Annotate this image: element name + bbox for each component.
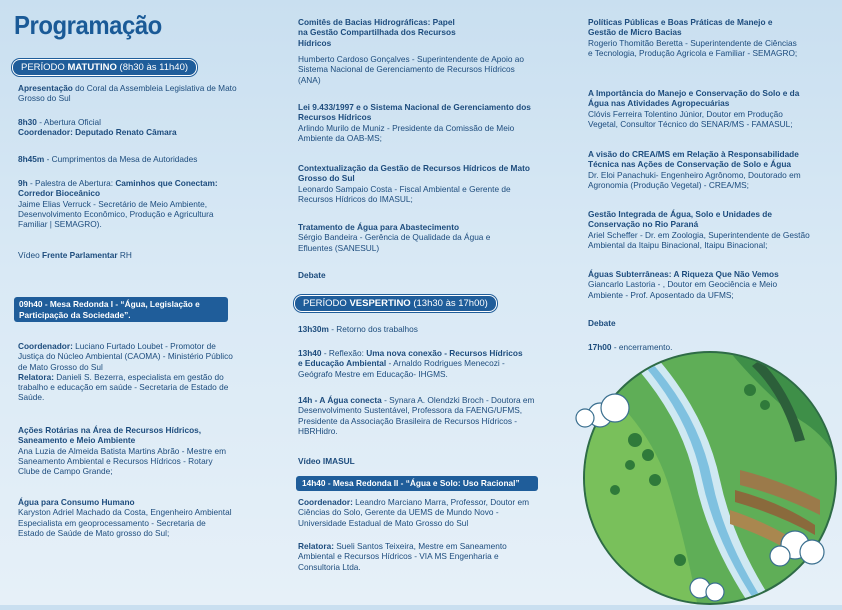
afternoon-period-pill (294, 295, 497, 312)
item-bold-tail: Frente Parlamentar (42, 250, 118, 260)
rapporteur-label: Relatora: (298, 541, 334, 551)
coordinator-text: Luciano Furtado Loubet - Promotor de Justiça do Núcleo Ambiental (CAOMA) - Ministério Público de Mato Grosso do Sul (18, 341, 233, 372)
rapporteur-text: Sueli Santos Teixeira, Mestre em Saneamento Ambiental e Recursos Hídricos - VIA MS Engenharia e Consultoria Ltda. (298, 541, 507, 572)
agenda-item (298, 324, 538, 334)
talk-title: Águas Subterrâneas: A Riqueza Que Não Vemos (588, 269, 779, 279)
item-rest: Jaime Elias Verruck - Secretário de Meio Ambiente, Desenvolvimento Econômico, Produção e Agricultura Familiar | SEMAGRO). (18, 198, 214, 230)
talk-title: Comitês de Bacias Hidrográficas: Papel na Gestão Compartilhada dos Recursos Hídricos (298, 17, 456, 48)
rapporteur-text: Danieli S. Bezerra, especialista em gestão do trabalho e educação em saúde - Secretaria de Estado de Saúde. (18, 371, 229, 403)
talk (588, 17, 798, 58)
agenda-item (18, 83, 240, 104)
coordinator-text: Leandro Marciano Marra, Professor, Doutor em Ciências do Solo, Gerente da UEMS de Mundo Novo - Universidade Estadual de Mato Grosso do Sul (298, 497, 530, 528)
morning-period-pill (12, 59, 197, 76)
talk-title: Água para Consumo Humano (18, 497, 135, 507)
item-text: - Cumprimentos da Mesa de Autoridades (44, 154, 198, 164)
agenda-item (18, 250, 240, 260)
roundtable-1-banner: 09h40 - Mesa Redonda I - “Água, Legislação e Participação da Sociedade”. (14, 297, 228, 322)
debate-label: Debate (298, 270, 326, 280)
morning-pill-prefix: PERÍODO (21, 62, 68, 73)
talk-title: Políticas Públicas e Boas Práticas de Manejo e Gestão de Micro Bacias (588, 17, 773, 38)
talk (298, 102, 540, 143)
talk-speaker: Arlindo Murilo de Muniz - Presidente da Comissão de Meio Ambiente da OAB-MS; (298, 122, 515, 143)
item-lead: 17h00 (588, 342, 612, 352)
talk-speaker: Humberto Cardoso Gonçalves - Superintendente de Apoio ao Sistema Nacional de Gerenciamento de Recursos Hídricos (ANA) (298, 54, 525, 85)
item-lead: 8h30 (18, 117, 37, 127)
item-lead: 14h - A Água conecta (298, 395, 382, 405)
item-lead: 13h40 (298, 348, 322, 358)
coordinator-label: Coordenador: (298, 497, 353, 507)
item-coordinator: Coordenador: Deputado Renato Câmara (18, 127, 177, 138)
talk (588, 209, 820, 250)
talk-speaker: Clóvis Ferreira Tolentino Júnior, Doutor em Produção Vegetal, Consultor Técnico do SENAR/MS - FAMASUL; (588, 108, 793, 129)
item-text: - Abertura Oficial (36, 117, 102, 127)
item-text: do Coral da Assembleia Legislativa de Mato Grosso do Sul (18, 83, 237, 104)
item-rest: RH (117, 250, 132, 260)
talk-speaker: Giancarlo Lastoria - , Doutor em Geociência e Meio Ambiente - Prof. Aposentado da UFMS; (588, 279, 778, 300)
talk-title: A visão do CREA/MS em Relação à Responsabilidade Técnica nas Ações de Conservação de Solo e Água (588, 149, 799, 170)
video-label: Vídeo IMASUL (298, 456, 355, 466)
morning-pill-bold: MATUTINO (67, 62, 117, 73)
item-bold-tail: Caminhos que Conectam: Corredor Bioceânico (18, 178, 218, 199)
talk (588, 149, 820, 190)
talk-title: A Importância do Manejo e Conservação do Solo e da Água nas Atividades Agropecuárias (588, 88, 800, 109)
talk (18, 425, 230, 476)
talk (298, 163, 538, 204)
talk-speaker: Karyston Adriel Machado da Costa, Engenheiro Ambiental Especialista em geoprocessamento - Secretaria de Estado de Saúde de Mato grosso do Sul; (18, 507, 232, 538)
afternoon-pill-time: (13h30 às 17h00) (410, 298, 488, 309)
talk-speaker-block (298, 54, 538, 85)
talk-speaker: Rogerio Thomitão Beretta - Superintendente de Ciências e Tecnologia, Produção Agricola e Familiar - SEMAGRO; (588, 37, 798, 58)
talk-speaker: Leonardo Sampaio Costa - Fiscal Ambiental e Gerente de Recursos Hídricos do IMASUL; (298, 183, 511, 204)
coordinator (298, 497, 540, 528)
item-text: - Reflexão: (321, 348, 367, 358)
talk-speaker: Sérgio Bandeira - Gerência de Qualidade da Água e Efluentes (SANESUL) (298, 232, 491, 253)
afternoon-pill-bold: VESPERTINO (349, 298, 411, 309)
talk (298, 222, 523, 253)
item-lead: 13h30m (298, 324, 329, 334)
agenda-item (18, 178, 230, 229)
item-text: Vídeo (18, 250, 42, 260)
item-text: - Retorno dos trabalhos (328, 324, 418, 334)
coordinator (18, 341, 236, 403)
agenda-item (298, 395, 538, 436)
talk-title: Contextualização da Gestão de Recursos Hídricos de Mato Grosso do Sul (298, 163, 530, 184)
talk-speaker: Ana Luzia de Almeida Batista Martins Abrão - Mestre em Saneamento Ambiental e Recursos Hídricos - Rotary Clube de Campo Grande; (18, 445, 226, 477)
item-bold-tail: Uma nova conexão - Recursos Hídricos e Educação Ambiental (298, 348, 523, 369)
coordinator-label: Coordenador: (18, 341, 73, 351)
morning-pill-time: (8h30 às 11h40) (116, 62, 189, 73)
item-lead: 9h (18, 178, 28, 188)
item-lead: 8h45m (18, 154, 45, 164)
item-lead: Apresentação (18, 83, 73, 93)
talk-title: Tratamento de Água para Abastecimento (298, 222, 460, 232)
talk (298, 17, 458, 48)
talk-title: Lei 9.433/1997 e o Sistema Nacional de Gerenciamento dos Recursos Hídricos (298, 102, 531, 123)
roundtable-2-banner: 14h40 - Mesa Redonda II - “Água e Solo: Uso Racional” (296, 476, 538, 491)
item-text: - Synara A. Olendzki Broch - Doutora em Desenvolvimento Sustentável, Professora da FAENG/UFMS, Presidente da Associação Brasileira de Recursos Hídricos - HBRHidro. (298, 395, 535, 436)
rapporteur-label: Relatora: (18, 371, 54, 382)
agenda-item (18, 154, 240, 164)
talk-title: Gestão Integrada de Água, Solo e Unidades de Conservação no Rio Paraná (588, 209, 772, 230)
talk-title: Ações Rotárias na Área de Recursos Hídricos, Saneamento e Meio Ambiente (18, 425, 202, 446)
talk (588, 88, 803, 129)
item-text: - Palestra de Abertura: (27, 178, 116, 188)
rapporteur (298, 541, 534, 572)
agenda-item (298, 348, 526, 379)
talk-speaker: Ariel Scheffer - Dr. em Zoologia, Superintendente de Gestão Ambiental da Itaipu Binacional, Itaipu Binacional; (588, 229, 810, 250)
agenda-item (18, 117, 240, 138)
debate-label: Debate (588, 318, 616, 328)
item-rest: - Arnaldo Rodrigues Menecozi - Geógrafo Mestre em Educação- IHGMS. (298, 358, 505, 379)
afternoon-pill-prefix: PERÍODO (303, 298, 350, 309)
item-text: - encerramento. (611, 342, 673, 352)
page-title: Programação (14, 10, 162, 40)
talk-speaker: Dr. Eloi Panachuki- Engenheiro Agrônomo, Doutorado em Agronomia (Produção Vegetal) - CREA/MS; (588, 169, 801, 190)
talk (18, 497, 232, 538)
earth-globe-illustration (560, 330, 842, 610)
talk (588, 269, 803, 300)
